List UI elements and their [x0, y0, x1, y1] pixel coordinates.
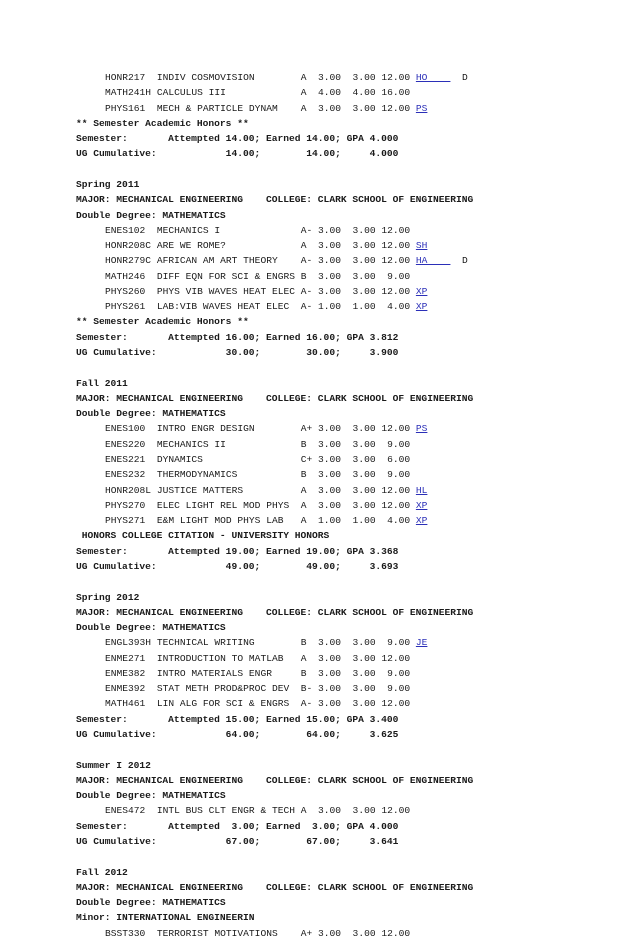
transcript-heading-line	[76, 146, 398, 161]
course-code-link[interactable]: PS	[415, 423, 428, 435]
transcript-heading-line	[76, 528, 329, 543]
course-code-link[interactable]: XP	[415, 301, 428, 313]
course-row	[105, 70, 468, 85]
line-text: Spring 2012	[76, 591, 140, 603]
transcript-heading-line	[76, 773, 473, 788]
line-text: Fall 2011	[76, 377, 128, 389]
line-text: Double Degree: MATHEMATICS	[76, 209, 226, 221]
line-text: Semester: Attempted 16.00; Earned 16.00; GPA 3.812	[76, 331, 399, 343]
transcript-heading-line	[76, 880, 473, 895]
course-row	[105, 483, 427, 498]
course-row	[105, 513, 427, 528]
line-text: Fall 2012	[76, 866, 128, 878]
course-flag: D	[450, 255, 468, 267]
line-text: ENES102 MECHANICS I A- 3.00 3.00 12.00	[105, 224, 411, 236]
line-text: Semester: Attempted 19.00; Earned 19.00; GPA 3.368	[76, 545, 399, 557]
line-text: ENES221 DYNAMICS C+ 3.00 3.00 6.00	[105, 454, 411, 465]
line-text: ENES472 INTL BUS CLT ENGR & TECH A 3.00 3.00 12.00	[105, 805, 411, 817]
line-text: PHYS261 LAB:VIB WAVES HEAT ELEC A- 1.00 1.00 4.00	[105, 301, 416, 313]
line-text: PHYS161 MECH & PARTICLE DYNAM A 3.00 3.00 12.00	[105, 102, 416, 114]
transcript-heading-line	[76, 865, 128, 880]
line-text: Double Degree: MATHEMATICS	[76, 790, 226, 802]
line-text: PHYS270 ELEC LIGHT REL MOD PHYS A 3.00 3.00 12.00	[105, 499, 416, 511]
course-row	[105, 803, 410, 818]
course-code-link[interactable]: XP	[415, 285, 428, 297]
line-text: MATH461 LIN ALG FOR SCI & ENGRS A- 3.00 3.00 12.00	[105, 698, 411, 710]
line-text: ENME382 INTRO MATERIALS ENGR B 3.00 3.00 9.00	[105, 667, 411, 679]
course-row	[105, 666, 410, 681]
course-row	[105, 498, 427, 513]
line-text: HONR208L JUSTICE MATTERS A 3.00 3.00 12.00	[105, 484, 416, 496]
transcript-heading-line	[76, 391, 473, 406]
line-text: UG Cumulative: 67.00; 67.00; 3.641	[76, 836, 399, 847]
transcript-heading-line	[76, 590, 139, 605]
line-text: BSST330 TERRORIST MOTIVATIONS A+ 3.00 3.00 12.00	[105, 927, 411, 939]
transcript-heading-line	[76, 192, 473, 207]
line-text: UG Cumulative: 30.00; 30.00; 3.900	[76, 347, 399, 359]
course-row	[105, 696, 410, 711]
course-row	[105, 223, 410, 238]
line-text: HONORS COLLEGE CITATION - UNIVERSITY HONORS	[76, 530, 330, 542]
transcript-heading-line	[76, 758, 151, 773]
course-row	[105, 269, 410, 284]
course-row	[105, 651, 410, 666]
line-text: ENES100 INTRO ENGR DESIGN A+ 3.00 3.00 12.00	[105, 423, 416, 435]
course-row	[105, 681, 410, 696]
line-text: Double Degree: MATHEMATICS	[76, 622, 226, 634]
line-text: MAJOR: MECHANICAL ENGINEERING COLLEGE: CLARK SCHOOL OF ENGINEERING	[76, 606, 474, 618]
line-text: HONR279C AFRICAN AM ART THEORY A- 3.00 3.00 12.00	[105, 255, 416, 267]
course-flag: D	[450, 72, 468, 83]
course-code-link[interactable]: PS	[415, 102, 428, 114]
course-code-link[interactable]: JE	[415, 637, 428, 649]
line-text: Minor: INTERNATIONAL ENGINEERIN	[76, 912, 255, 924]
line-text: MAJOR: MECHANICAL ENGINEERING COLLEGE: CLARK SCHOOL OF ENGINEERING	[76, 392, 474, 404]
transcript-heading-line	[76, 376, 128, 391]
line-text: MATH246 DIFF EQN FOR SCI & ENGRS B 3.00 3.00 9.00	[105, 270, 411, 282]
transcript-heading-line	[76, 177, 139, 192]
line-text: ** Semester Academic Honors **	[76, 316, 249, 328]
line-text: ENES220 MECHANICS II B 3.00 3.00 9.00	[105, 438, 411, 450]
course-row	[105, 299, 427, 314]
course-row	[105, 238, 427, 253]
course-row	[105, 85, 410, 100]
course-code-link[interactable]: XP	[415, 515, 428, 527]
transcript-heading-line	[76, 116, 249, 131]
transcript-heading-line	[76, 330, 398, 345]
course-code-link[interactable]: HA	[415, 255, 451, 267]
line-text: MAJOR: MECHANICAL ENGINEERING COLLEGE: CLARK SCHOOL OF ENGINEERING	[76, 881, 474, 893]
line-text: Semester: Attempted 14.00; Earned 14.00; GPA 4.000	[76, 133, 399, 145]
course-row	[105, 284, 427, 299]
line-text: UG Cumulative: 49.00; 49.00; 3.693	[76, 560, 399, 572]
transcript-heading-line	[76, 314, 249, 329]
line-text: MAJOR: MECHANICAL ENGINEERING COLLEGE: CLARK SCHOOL OF ENGINEERING	[76, 194, 474, 206]
line-text: Double Degree: MATHEMATICS	[76, 408, 226, 420]
line-text: ** Semester Academic Honors **	[76, 117, 249, 129]
course-row	[105, 635, 427, 650]
transcript-heading-line	[76, 788, 226, 803]
transcript-heading-line	[76, 910, 254, 925]
transcript-heading-line	[76, 834, 398, 849]
course-row	[105, 253, 468, 268]
course-row	[105, 452, 410, 467]
transcript-heading-line	[76, 712, 398, 727]
line-text: Spring 2011	[76, 178, 140, 190]
transcript-heading-line	[76, 895, 226, 910]
course-code-link[interactable]: SH	[415, 240, 428, 252]
line-text: PHYS260 PHYS VIB WAVES HEAT ELEC A- 3.00 3.00 12.00	[105, 285, 416, 297]
course-code-link[interactable]: HL	[415, 484, 428, 496]
transcript-heading-line	[76, 819, 398, 834]
line-text: ENME271 INTRODUCTION TO MATLAB A 3.00 3.00 12.00	[105, 652, 411, 664]
transcript-heading-line	[76, 559, 398, 574]
line-text: Double Degree: MATHEMATICS	[76, 897, 226, 909]
course-row	[105, 926, 410, 941]
course-code-link[interactable]: HO	[415, 72, 451, 83]
transcript-heading-line	[76, 345, 398, 360]
transcript-heading-line	[76, 620, 226, 635]
transcript-heading-line	[76, 208, 226, 223]
line-text: HONR217 INDIV COSMOVISION A 3.00 3.00 12.00	[105, 72, 416, 83]
line-text: UG Cumulative: 64.00; 64.00; 3.625	[76, 729, 399, 741]
line-text: MATH241H CALCULUS III A 4.00 4.00 16.00	[105, 87, 411, 99]
line-text: ENES232 THERMODYNAMICS B 3.00 3.00 9.00	[105, 469, 411, 481]
transcript-heading-line	[76, 406, 226, 421]
line-text: PHYS271 E&M LIGHT MOD PHYS LAB A 1.00 1.00 4.00	[105, 515, 416, 527]
line-text: ENME392 STAT METH PROD&PROC DEV B- 3.00 3.00 9.00	[105, 683, 411, 695]
transcript-heading-line	[76, 727, 398, 742]
line-text: UG Cumulative: 14.00; 14.00; 4.000	[76, 148, 399, 160]
course-row	[105, 467, 410, 482]
line-text: Summer I 2012	[76, 759, 151, 771]
course-row	[105, 437, 410, 452]
transcript-heading-line	[76, 131, 398, 146]
line-text: Semester: Attempted 15.00; Earned 15.00; GPA 3.400	[76, 713, 399, 725]
line-text: HONR208C ARE WE ROME? A 3.00 3.00 12.00	[105, 240, 416, 252]
course-row	[105, 101, 427, 116]
course-code-link[interactable]: XP	[415, 499, 428, 511]
transcript-heading-line	[76, 605, 473, 620]
transcript-heading-line	[76, 544, 398, 559]
line-text: MAJOR: MECHANICAL ENGINEERING COLLEGE: CLARK SCHOOL OF ENGINEERING	[76, 774, 474, 786]
line-text: Semester: Attempted 3.00; Earned 3.00; GPA 4.000	[76, 820, 399, 832]
course-row	[105, 421, 427, 436]
line-text: ENGL393H TECHNICAL WRITING B 3.00 3.00 9.00	[105, 637, 416, 649]
